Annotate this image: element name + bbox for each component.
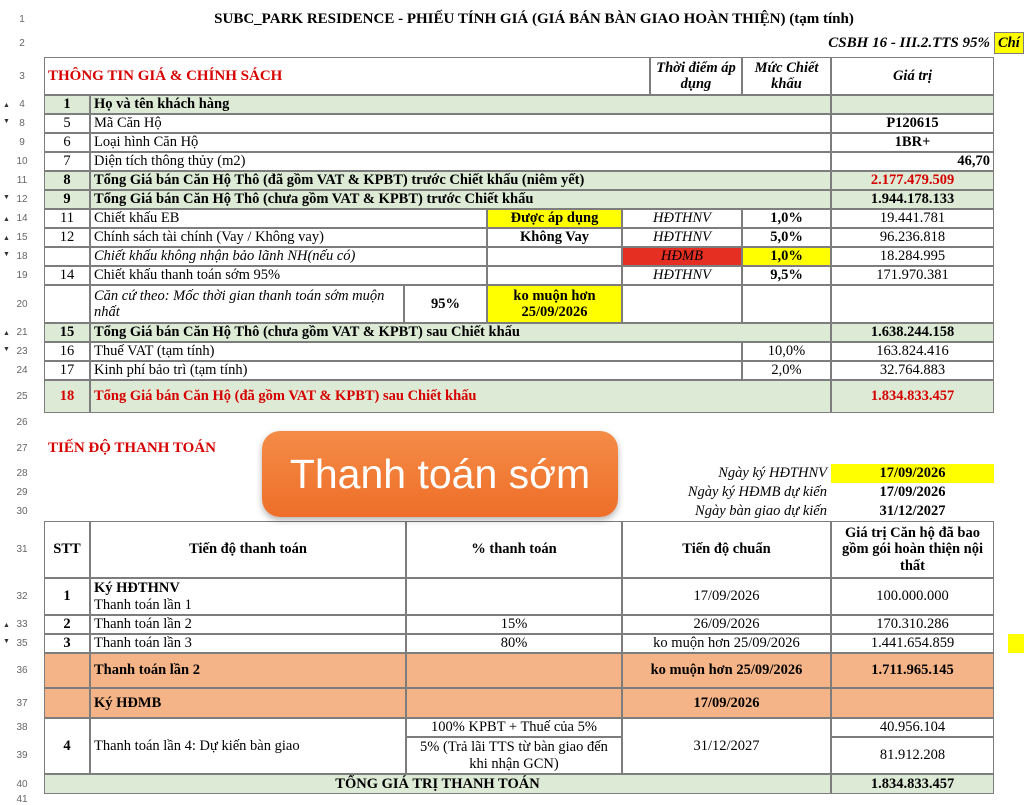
empty-cell[interactable] (406, 578, 622, 615)
row-header[interactable]: 11 (0, 171, 44, 190)
final-price-value[interactable]: 1.834.833.457 (831, 380, 994, 413)
row-header[interactable]: 8 (0, 114, 44, 133)
section-heading-schedule[interactable]: TIẾN ĐỘ THANH TOÁN (48, 439, 216, 456)
expand-down-icon[interactable]: ▼ (3, 193, 10, 201)
row-no[interactable]: 5 (44, 114, 90, 133)
payment-value[interactable]: 1.711.965.145 (831, 653, 994, 688)
empty-cell[interactable] (831, 285, 994, 323)
col-header-value[interactable]: Giá trị (831, 57, 994, 95)
row-no[interactable]: 6 (44, 133, 90, 152)
payment-value[interactable]: 81.912.208 (831, 737, 994, 774)
standard-date[interactable]: ko muộn hơn 25/09/2026 (622, 653, 831, 688)
row-header[interactable]: 19 (0, 266, 44, 285)
payment-step[interactable] (90, 578, 406, 615)
row-header[interactable]: 10 (0, 152, 44, 171)
vat-rate[interactable]: 10,0% (742, 342, 831, 361)
row-no[interactable]: 16 (44, 342, 90, 361)
row-no[interactable]: 9 (44, 190, 90, 209)
date-label[interactable]: Ngày bàn giao dự kiến (695, 503, 827, 519)
row-no[interactable]: 1 (44, 95, 90, 114)
row-no[interactable]: 11 (44, 209, 90, 228)
row-header[interactable]: 2 (0, 32, 44, 54)
payment-percent[interactable]: 80% (406, 634, 622, 653)
discount-value[interactable]: 18.284.995 (831, 247, 994, 266)
payment-percent[interactable]: 15% (406, 615, 622, 634)
discount-rate[interactable]: 9,5% (742, 266, 831, 285)
stt[interactable]: 2 (44, 615, 90, 634)
row-header[interactable]: 30 (0, 502, 44, 521)
total-value[interactable]: 1.834.833.457 (831, 774, 994, 794)
pre-discount-value[interactable]: 1.944.178.133 (831, 190, 994, 209)
row-header[interactable]: 35 (0, 634, 44, 653)
row-header[interactable]: 12 (0, 190, 44, 209)
policy-tag[interactable]: Chí (994, 32, 1024, 54)
expand-down-icon[interactable]: ▼ (3, 345, 10, 353)
standard-date[interactable]: 26/09/2026 (622, 615, 831, 634)
expand-up-icon[interactable]: ▲ (3, 234, 10, 242)
row-label[interactable]: Chiết khấu không nhận bảo lãnh NH(nếu có) (90, 247, 487, 266)
row-header[interactable]: 39 (0, 737, 44, 774)
total-label[interactable]: TỔNG GIÁ TRỊ THANH TOÁN (44, 774, 831, 794)
row-header[interactable]: 33 (0, 615, 44, 634)
highlight-cell[interactable] (1008, 634, 1024, 653)
row-header[interactable]: 28 (0, 464, 44, 483)
row-header[interactable]: 41 (0, 794, 44, 804)
payment-percent[interactable]: 5% (Trả lãi TTS từ bàn giao đến khi nhận GCN) (406, 737, 622, 774)
payment-value[interactable]: 100.000.000 (831, 578, 994, 615)
row-no[interactable]: 7 (44, 152, 90, 171)
row-header[interactable]: 3 (0, 57, 44, 95)
stt[interactable]: 3 (44, 634, 90, 653)
date-label[interactable]: Ngày ký HĐMB dự kiến (687, 484, 827, 500)
payment-step[interactable]: Thanh toán lần 2 (90, 653, 406, 688)
row-label[interactable]: Tổng Giá bán Căn Hộ Thô (đã gồm VAT & KPBT) trước Chiết khấu (niêm yết) (90, 171, 831, 190)
early-payment-banner: Thanh toán sớm (262, 431, 618, 517)
applied-time[interactable]: HĐTHNV (622, 266, 742, 285)
col-header-pct[interactable]: % thanh toán (406, 521, 622, 578)
stt[interactable] (44, 688, 90, 718)
row-header[interactable]: 27 (0, 432, 44, 464)
expand-down-icon[interactable]: ▼ (3, 250, 10, 258)
payment-step[interactable]: Thanh toán lần 2 (90, 615, 406, 634)
deadline-note[interactable]: ko muộn hơn 25/09/2026 (487, 285, 622, 323)
row-label[interactable]: Kinh phí bảo trì (tạm tính) (90, 361, 742, 380)
discount-rate[interactable]: 5,0% (742, 228, 831, 247)
discount-rate[interactable]: 1,0% (742, 247, 831, 266)
row-no[interactable] (44, 247, 90, 266)
payment-step[interactable]: Thanh toán lần 4: Dự kiến bàn giao (90, 718, 406, 774)
row-header[interactable]: 20 (0, 285, 44, 323)
row-label[interactable]: Diện tích thông thủy (m2) (90, 152, 831, 171)
row-label[interactable]: Họ và tên khách hàng (90, 95, 831, 114)
row-no[interactable]: 8 (44, 171, 90, 190)
contract-date[interactable]: 17/09/2026 (831, 464, 994, 483)
row-header[interactable]: 29 (0, 483, 44, 502)
row-header[interactable]: 21 (0, 323, 44, 342)
empty-cell[interactable] (487, 266, 622, 285)
row-header[interactable]: 40 (0, 774, 44, 794)
empty-cell[interactable] (487, 247, 622, 266)
row-label[interactable]: Tổng Giá bán Căn Hộ Thô (chưa gồm VAT & KPBT) sau Chiết khấu (90, 323, 831, 342)
payment-percent[interactable]: 100% KPBT + Thuế của 5% (406, 718, 622, 737)
payment-step[interactable]: Thanh toán lần 3 (90, 634, 406, 653)
row-label[interactable]: Loại hình Căn Hộ (90, 133, 831, 152)
empty-cell[interactable] (742, 285, 831, 323)
row-header[interactable]: 36 (0, 653, 44, 688)
row-header[interactable]: 25 (0, 380, 44, 413)
row-label[interactable]: Chính sách tài chính (Vay / Không vay) (90, 228, 487, 247)
section-heading-pricing[interactable]: THÔNG TIN GIÁ & CHÍNH SÁCH (44, 57, 650, 95)
sale-contract-date[interactable]: 17/09/2026 (879, 484, 946, 500)
row-header[interactable]: 24 (0, 361, 44, 380)
expand-up-icon[interactable]: ▲ (3, 329, 10, 337)
row-header[interactable]: 32 (0, 578, 44, 615)
empty-cell[interactable] (406, 653, 622, 688)
post-discount-value[interactable]: 1.638.244.158 (831, 323, 994, 342)
sheet-title[interactable]: SUBC_PARK RESIDENCE - PHIẾU TÍNH GIÁ (GIÁ BÁN BÀN GIAO HOÀN THIỆN) (tạm tính) (214, 10, 854, 27)
col-header-time[interactable]: Thời điểm áp dụng (650, 57, 742, 95)
early-pay-percent[interactable]: 95% (404, 285, 487, 323)
standard-date[interactable]: 31/12/2027 (622, 718, 831, 774)
row-header[interactable]: 9 (0, 133, 44, 152)
row-label[interactable]: Chiết khấu thanh toán sớm 95% (90, 266, 487, 285)
discount-rate[interactable]: 1,0% (742, 209, 831, 228)
row-header[interactable]: 31 (0, 521, 44, 578)
row-label[interactable]: Tổng Giá bán Căn Hộ Thô (chưa gồm VAT & KPBT) trước Chiết khấu (90, 190, 831, 209)
stt[interactable]: 1 (44, 578, 90, 615)
standard-date[interactable]: 17/09/2026 (622, 578, 831, 615)
row-no[interactable]: 17 (44, 361, 90, 380)
apartment-type[interactable]: 1BR+ (831, 133, 994, 152)
stt[interactable]: 4 (44, 718, 90, 774)
row-label[interactable]: Tổng Giá bán Căn Hộ (đã gồm VAT & KPBT) sau Chiết khấu (90, 380, 831, 413)
eb-status[interactable]: Được áp dụng (487, 209, 622, 228)
row-no[interactable]: 14 (44, 266, 90, 285)
date-label[interactable]: Ngày ký HĐTHNV (718, 465, 827, 481)
payment-value[interactable]: 40.956.104 (831, 718, 994, 737)
row-value[interactable] (831, 95, 994, 114)
expand-down-icon[interactable]: ▼ (3, 637, 10, 645)
row-header[interactable]: 23 (0, 342, 44, 361)
discount-value[interactable]: 19.441.781 (831, 209, 994, 228)
empty-cell[interactable] (406, 688, 622, 718)
apartment-code[interactable]: P120615 (831, 114, 994, 133)
row-header[interactable]: 14 (0, 209, 44, 228)
row-header[interactable]: 4 (0, 95, 44, 114)
row-header[interactable]: 37 (0, 688, 44, 718)
payment-value[interactable]: 170.310.286 (831, 615, 994, 634)
col-header-standard[interactable]: Tiến độ chuẩn (622, 521, 831, 578)
maintenance-value[interactable]: 32.764.883 (831, 361, 994, 380)
discount-value[interactable]: 96.236.818 (831, 228, 994, 247)
step-subtitle: Thanh toán lần 1 (94, 596, 192, 613)
row-header[interactable]: 26 (0, 413, 44, 432)
row-label[interactable]: Thuế VAT (tạm tính) (90, 342, 742, 361)
row-no[interactable] (44, 285, 90, 323)
maintenance-rate[interactable]: 2,0% (742, 361, 831, 380)
row-header[interactable]: 38 (0, 718, 44, 737)
payment-step[interactable]: Ký HĐMB (90, 688, 406, 718)
policy-code[interactable]: CSBH 16 - III.2.TTS 95% (828, 34, 990, 51)
standard-date[interactable]: ko muộn hơn 25/09/2026 (622, 634, 831, 653)
area-value[interactable]: 46,70 (831, 152, 994, 171)
expand-up-icon[interactable]: ▲ (3, 215, 10, 223)
applied-time[interactable]: HĐTHNV (622, 209, 742, 228)
handover-date[interactable]: 31/12/2027 (879, 503, 946, 519)
row-label[interactable]: Mã Căn Hộ (90, 114, 831, 133)
expand-down-icon[interactable]: ▼ (3, 117, 10, 125)
row-label[interactable]: Chiết khấu EB (90, 209, 487, 228)
list-price-value[interactable]: 2.177.479.509 (831, 171, 994, 190)
row-header[interactable]: 1 (0, 8, 44, 30)
discount-value[interactable]: 171.970.381 (831, 266, 994, 285)
applied-time[interactable]: HĐTHNV (622, 228, 742, 247)
row-no[interactable]: 12 (44, 228, 90, 247)
step-title: Ký HĐTHNV (94, 579, 180, 596)
payment-value[interactable] (831, 688, 994, 718)
loan-status[interactable]: Không Vay (487, 228, 622, 247)
expand-up-icon[interactable]: ▲ (3, 101, 10, 109)
empty-cell[interactable] (622, 285, 742, 323)
applied-time[interactable]: HĐMB (622, 247, 742, 266)
row-header[interactable]: 18 (0, 247, 44, 266)
col-header-discount[interactable]: Mức Chiết khấu (742, 57, 831, 95)
col-header-value[interactable]: Giá trị Căn hộ đã bao gồm gói hoàn thiện nội thất (831, 521, 994, 578)
vat-value[interactable]: 163.824.416 (831, 342, 994, 361)
row-label[interactable]: Căn cứ theo: Mốc thời gian thanh toán sớm muộn nhất (90, 285, 404, 323)
row-no[interactable]: 18 (44, 380, 90, 413)
stt[interactable] (44, 653, 90, 688)
col-header-stt[interactable]: STT (44, 521, 90, 578)
row-no[interactable]: 15 (44, 323, 90, 342)
payment-value[interactable]: 1.441.654.859 (831, 634, 994, 653)
standard-date[interactable]: 17/09/2026 (622, 688, 831, 718)
row-header[interactable]: 15 (0, 228, 44, 247)
col-header-progress[interactable]: Tiến độ thanh toán (90, 521, 406, 578)
expand-up-icon[interactable]: ▲ (3, 621, 10, 629)
